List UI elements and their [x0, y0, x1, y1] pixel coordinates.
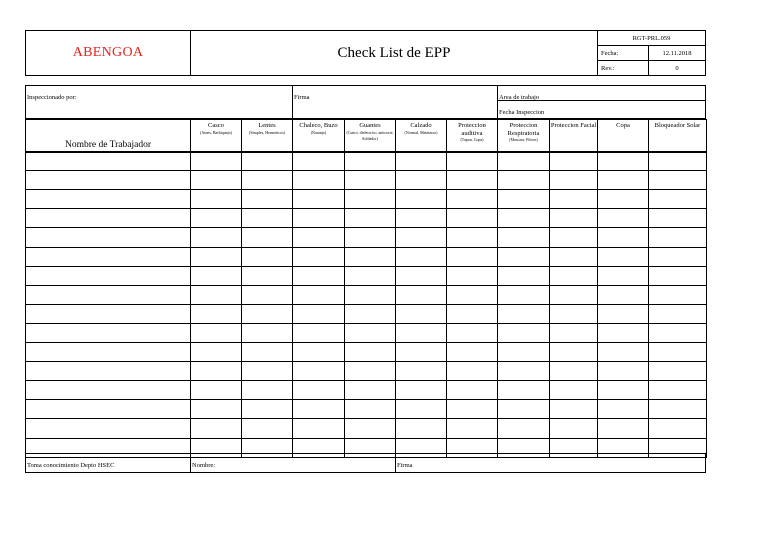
check-cell[interactable]	[597, 304, 649, 324]
check-cell[interactable]	[344, 285, 396, 305]
check-cell[interactable]	[549, 418, 598, 439]
check-cell[interactable]	[190, 342, 242, 362]
check-cell[interactable]	[292, 266, 345, 286]
check-cell[interactable]	[497, 208, 550, 228]
check-cell[interactable]	[344, 151, 396, 171]
page-title: Check List de EPP	[190, 30, 598, 76]
column-header	[344, 119, 396, 153]
check-cell[interactable]	[446, 380, 498, 400]
check-cell[interactable]	[549, 208, 598, 228]
column-header-sublabel: (Tapon, Copa)	[460, 137, 484, 142]
check-cell[interactable]	[549, 342, 598, 362]
column-header-label: Guantes	[359, 122, 381, 129]
check-cell[interactable]	[241, 247, 293, 267]
check-cell[interactable]	[446, 266, 498, 286]
check-cell[interactable]	[190, 170, 242, 190]
check-cell[interactable]	[648, 266, 707, 286]
check-cell[interactable]	[395, 418, 447, 439]
check-cell[interactable]	[549, 227, 598, 248]
area-trabajo-field[interactable]	[497, 85, 706, 101]
firma-label: Firma	[294, 94, 310, 101]
check-cell[interactable]	[597, 247, 649, 267]
column-header-sublabel: (Simples, Hermeticos)	[249, 129, 285, 135]
worker-name-cell[interactable]	[25, 380, 191, 400]
column-header-sublabel: (Naranjo)	[310, 129, 327, 135]
check-cell[interactable]	[292, 285, 345, 305]
check-cell[interactable]	[292, 361, 345, 381]
check-cell[interactable]	[648, 323, 707, 343]
check-cell[interactable]	[395, 170, 447, 190]
check-cell[interactable]	[497, 151, 550, 171]
check-cell[interactable]	[241, 418, 293, 439]
check-cell[interactable]	[395, 151, 447, 171]
column-header-label: Casco	[208, 122, 224, 129]
nombre-field[interactable]	[190, 453, 396, 473]
check-cell[interactable]	[446, 170, 498, 190]
worker-name-cell[interactable]	[25, 342, 191, 362]
worker-name-cell[interactable]	[25, 189, 191, 209]
check-cell[interactable]	[190, 227, 242, 248]
check-cell[interactable]	[597, 380, 649, 400]
rev-value: 0	[648, 60, 706, 76]
footer-firma-label: Firma	[397, 462, 413, 469]
check-cell[interactable]	[190, 208, 242, 228]
check-cell[interactable]	[395, 361, 447, 381]
check-cell[interactable]	[190, 285, 242, 305]
check-cell[interactable]	[648, 418, 707, 439]
area-trabajo-label: Area de trabajo	[499, 94, 540, 101]
toma-conocimiento-field[interactable]	[25, 453, 191, 473]
worker-name-cell[interactable]	[25, 266, 191, 286]
check-cell[interactable]	[446, 304, 498, 324]
check-cell[interactable]	[446, 227, 498, 248]
check-cell[interactable]	[292, 304, 345, 324]
column-header-sublabel: (Normal, Metatarso)	[404, 129, 438, 135]
toma-conocimiento-label: Toma conocimiento Depto HSEC	[27, 462, 115, 469]
check-cell[interactable]	[446, 189, 498, 209]
check-cell[interactable]	[497, 189, 550, 209]
check-cell[interactable]	[648, 208, 707, 228]
check-cell[interactable]	[497, 170, 550, 190]
check-cell[interactable]	[292, 208, 345, 228]
check-cell[interactable]	[241, 380, 293, 400]
check-cell[interactable]	[549, 399, 598, 419]
check-cell[interactable]	[497, 418, 550, 439]
check-cell[interactable]	[648, 342, 707, 362]
doc-code: RGT-PRL.059	[597, 30, 706, 46]
check-cell[interactable]	[241, 208, 293, 228]
check-cell[interactable]	[241, 285, 293, 305]
check-cell[interactable]	[497, 323, 550, 343]
column-header-label: Proteccion Respiratoria	[507, 122, 540, 137]
check-cell[interactable]	[597, 399, 649, 419]
fecha-inspeccion-field[interactable]	[497, 100, 706, 119]
fecha-label: Fecha:	[597, 45, 649, 61]
column-header	[241, 119, 293, 153]
worker-name-cell[interactable]	[25, 399, 191, 419]
check-cell[interactable]	[549, 323, 598, 343]
check-cell[interactable]	[241, 170, 293, 190]
check-cell[interactable]	[549, 151, 598, 171]
check-cell[interactable]	[190, 151, 242, 171]
check-cell[interactable]	[241, 323, 293, 343]
check-cell[interactable]	[597, 227, 649, 248]
worker-name-cell[interactable]	[25, 227, 191, 248]
check-cell[interactable]	[395, 227, 447, 248]
check-cell[interactable]	[292, 399, 345, 419]
check-cell[interactable]	[648, 227, 707, 248]
column-header	[497, 119, 550, 153]
check-cell[interactable]	[292, 418, 345, 439]
check-cell[interactable]	[344, 208, 396, 228]
check-cell[interactable]	[344, 170, 396, 190]
check-cell[interactable]	[648, 170, 707, 190]
check-cell[interactable]	[597, 342, 649, 362]
check-cell[interactable]	[597, 189, 649, 209]
check-cell[interactable]	[292, 227, 345, 248]
check-cell[interactable]	[292, 247, 345, 267]
column-header	[395, 119, 447, 153]
footer-firma-field[interactable]	[395, 453, 706, 473]
worker-name-cell[interactable]	[25, 361, 191, 381]
check-cell[interactable]	[344, 418, 396, 439]
worker-name-cell[interactable]	[25, 285, 191, 305]
header-logo-box	[25, 30, 191, 76]
check-cell[interactable]	[395, 323, 447, 343]
check-cell[interactable]	[648, 285, 707, 305]
check-cell[interactable]	[190, 380, 242, 400]
check-cell[interactable]	[597, 361, 649, 381]
check-cell[interactable]	[344, 227, 396, 248]
check-cell[interactable]	[648, 189, 707, 209]
check-cell[interactable]	[549, 266, 598, 286]
rev-label: Rev.:	[597, 60, 649, 76]
check-cell[interactable]	[344, 189, 396, 209]
check-cell[interactable]	[497, 342, 550, 362]
check-cell[interactable]	[597, 266, 649, 286]
check-cell[interactable]	[549, 170, 598, 190]
check-cell[interactable]	[292, 189, 345, 209]
check-cell[interactable]	[395, 304, 447, 324]
column-header-label: Chaleco, Buzo	[299, 122, 338, 129]
check-cell[interactable]	[292, 380, 345, 400]
check-cell[interactable]	[446, 285, 498, 305]
column-header	[190, 119, 242, 153]
worker-name-cell[interactable]	[25, 304, 191, 324]
column-header-label: Copa	[616, 122, 630, 129]
worker-name-cell[interactable]	[25, 418, 191, 439]
firma-field[interactable]	[292, 85, 498, 119]
check-cell[interactable]	[497, 399, 550, 419]
check-cell[interactable]	[648, 247, 707, 267]
check-cell[interactable]	[446, 399, 498, 419]
column-header-label: Proteccion Facial	[550, 122, 597, 129]
check-cell[interactable]	[292, 151, 345, 171]
check-cell[interactable]	[549, 247, 598, 267]
check-cell[interactable]	[497, 247, 550, 267]
check-cell[interactable]	[190, 266, 242, 286]
check-cell[interactable]	[648, 151, 707, 171]
check-cell[interactable]	[241, 151, 293, 171]
check-cell[interactable]	[190, 189, 242, 209]
fecha-value: 12.11.2018	[648, 45, 706, 61]
worker-name-cell[interactable]	[25, 208, 191, 228]
column-header	[648, 119, 707, 153]
check-cell[interactable]	[549, 361, 598, 381]
column-header-label: Calzado	[410, 122, 432, 129]
fecha-inspeccion-label: Fecha Inspeccion	[499, 109, 545, 116]
check-cell[interactable]	[190, 304, 242, 324]
check-cell[interactable]	[395, 208, 447, 228]
check-cell[interactable]	[497, 361, 550, 381]
check-cell[interactable]	[446, 247, 498, 267]
worker-name-header: Nombre de Trabajador	[25, 119, 191, 153]
check-cell[interactable]	[597, 170, 649, 190]
check-cell[interactable]	[395, 285, 447, 305]
check-cell[interactable]	[497, 304, 550, 324]
inspeccionado-field[interactable]	[25, 85, 293, 119]
worker-name-cell[interactable]	[25, 323, 191, 343]
check-cell[interactable]	[292, 342, 345, 362]
check-cell[interactable]	[648, 399, 707, 419]
check-cell[interactable]	[190, 418, 242, 439]
check-cell[interactable]	[597, 285, 649, 305]
column-header	[549, 119, 598, 153]
check-cell[interactable]	[549, 189, 598, 209]
worker-name-cell[interactable]	[25, 170, 191, 190]
column-header	[292, 119, 345, 153]
check-cell[interactable]	[344, 247, 396, 267]
check-cell[interactable]	[446, 418, 498, 439]
nombre-label: Nombre:	[192, 462, 216, 469]
check-cell[interactable]	[446, 151, 498, 171]
column-header-label: Lentes	[258, 122, 276, 129]
column-header	[446, 119, 498, 153]
worker-name-cell[interactable]	[25, 247, 191, 267]
column-header-label: Bloqueador Solar	[654, 122, 701, 129]
check-cell[interactable]	[292, 170, 345, 190]
check-cell[interactable]	[241, 189, 293, 209]
check-cell[interactable]	[190, 399, 242, 419]
check-cell[interactable]	[395, 399, 447, 419]
check-cell[interactable]	[446, 323, 498, 343]
check-cell[interactable]	[648, 304, 707, 324]
check-cell[interactable]	[241, 266, 293, 286]
check-cell[interactable]	[344, 304, 396, 324]
check-cell[interactable]	[497, 285, 550, 305]
check-cell[interactable]	[344, 342, 396, 362]
check-cell[interactable]	[190, 361, 242, 381]
check-cell[interactable]	[597, 418, 649, 439]
check-cell[interactable]	[648, 361, 707, 381]
brand-logo: ABENGOA	[72, 45, 144, 60]
check-cell[interactable]	[190, 323, 242, 343]
check-cell[interactable]	[549, 285, 598, 305]
check-cell[interactable]	[549, 304, 598, 324]
check-cell[interactable]	[597, 323, 649, 343]
check-cell[interactable]	[446, 361, 498, 381]
check-cell[interactable]	[395, 342, 447, 362]
check-cell[interactable]	[241, 342, 293, 362]
check-cell[interactable]	[344, 361, 396, 381]
check-cell[interactable]	[344, 266, 396, 286]
check-cell[interactable]	[597, 151, 649, 171]
check-cell[interactable]	[344, 380, 396, 400]
column-header-sublabel: (Arnes, Barbiquejo)	[200, 129, 232, 135]
check-cell[interactable]	[395, 380, 447, 400]
check-cell[interactable]	[497, 227, 550, 248]
check-cell[interactable]	[241, 361, 293, 381]
column-header-sublabel: (Cuero, dielectrico, anticorte, Soldador)	[346, 129, 394, 141]
inspeccionado-label: Inspeccionado por:	[27, 94, 77, 101]
check-cell[interactable]	[446, 208, 498, 228]
check-cell[interactable]	[497, 380, 550, 400]
check-cell[interactable]	[190, 247, 242, 267]
check-cell[interactable]	[446, 342, 498, 362]
worker-name-cell[interactable]	[25, 151, 191, 171]
check-cell[interactable]	[597, 208, 649, 228]
check-cell[interactable]	[344, 323, 396, 343]
check-cell[interactable]	[292, 323, 345, 343]
check-cell[interactable]	[648, 380, 707, 400]
check-cell[interactable]	[344, 399, 396, 419]
check-cell[interactable]	[241, 304, 293, 324]
check-cell[interactable]	[241, 227, 293, 248]
check-cell[interactable]	[497, 266, 550, 286]
column-header-label: Proteccion auditiva	[458, 122, 486, 137]
check-cell[interactable]	[549, 380, 598, 400]
column-header-sublabel: (Mascara, Filtros)	[509, 137, 538, 142]
column-header	[597, 119, 649, 153]
check-cell[interactable]	[395, 266, 447, 286]
check-cell[interactable]	[395, 247, 447, 267]
check-cell[interactable]	[395, 189, 447, 209]
check-cell[interactable]	[241, 399, 293, 419]
